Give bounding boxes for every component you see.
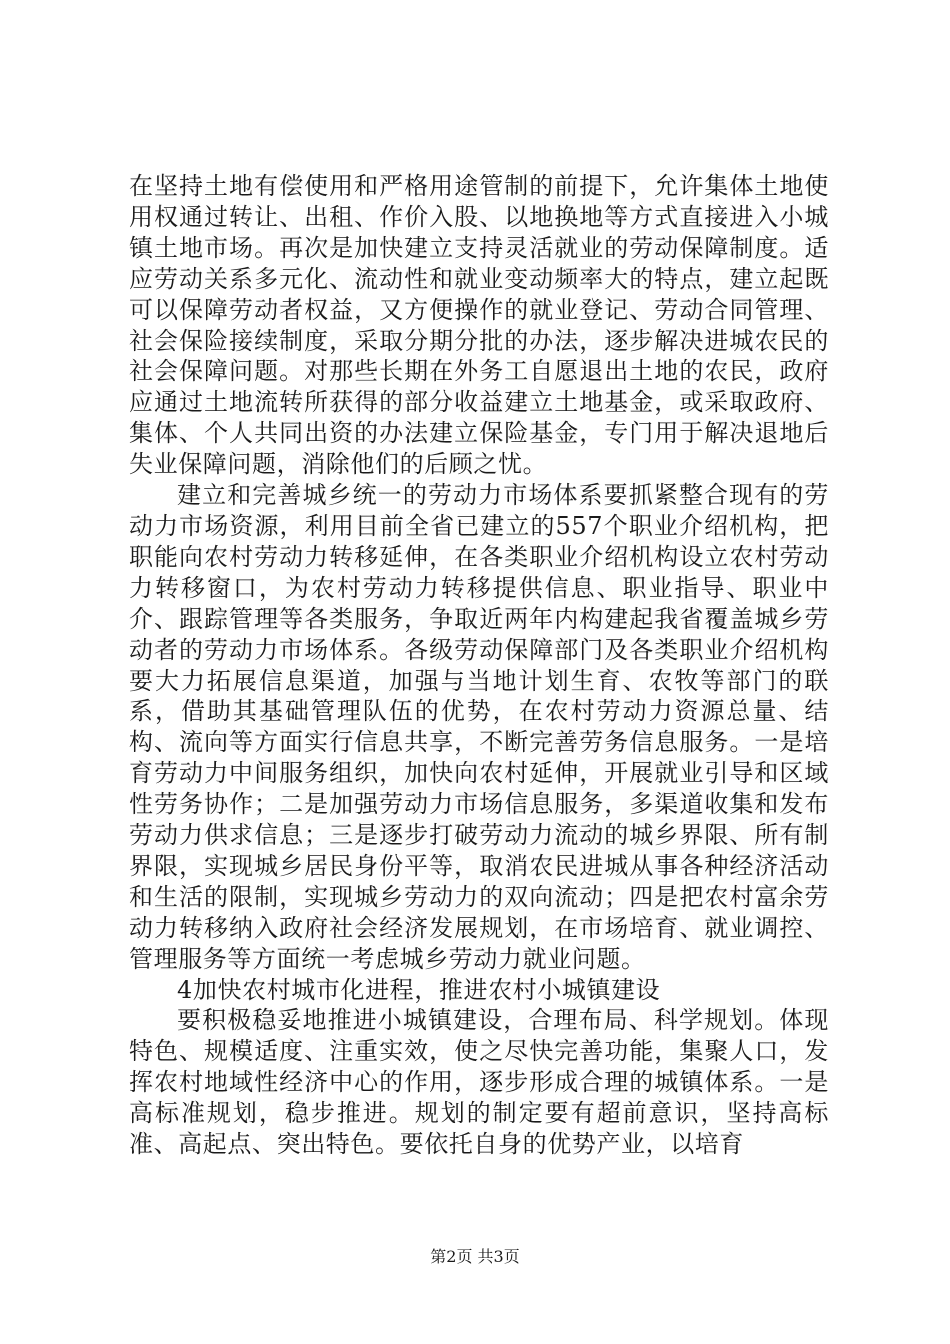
paragraph-labor-market-system: 建立和完善城乡统一的劳动力市场体系要抓紧整合现有的劳动力市场资源，利用目前全省已建立的557个职业介绍机构，把职能向农村劳动力转移延伸，在各类职业介绍机构设立农村劳动力转移窗口，为农村劳动力转移提供信息、职业指导、职业中介、跟踪管理等各类服务，争取近两年内构建起我省覆盖城乡劳动者的劳动力市场体系。各级劳动保障部门及各类职业介绍机构要大力拓展信息渠道，加强与当地计划生育、农牧等部门的联系，借助其基础管理队伍的优势，在农村劳动力资源总量、结构、流向等方面实行信息共享，不断完善劳务信息服务。一是培育劳动力中间服务组织，加快向农村延伸，开展就业引导和区域性劳务协作；二是加强劳动力市场信息服务，多渠道收集和发布劳动力供求信息；三是逐步打破劳动力流动的城乡界限、所有制界限，实现城乡居民身份平等，取消农民进城从事各种经济活动和生活的限制，实现城乡劳动力的双向流动；四是把农村富余劳动力转移纳入政府社会经济发展规划，在市场培育、就业调控、管理服务等方面统一考虑城乡劳动力就业问题。 xyxy=(129,481,829,973)
section-heading-urbanization: 4加快农村城市化进程，推进农村小城镇建设 xyxy=(177,975,661,1004)
paragraph-small-town-construction: 要积极稳妥地推进小城镇建设，合理布局、科学规划。体现特色、规模适度、注重实效，使之尽快完善功能，集聚人口，发挥农村地域性经济中心的作用，逐步形成合理的城镇体系。一是高标准规划，稳步推进。规划的制定要有超前意识，坚持高标准、高起点、突出特色。要依托自身的优势产业，以培育 xyxy=(129,1006,829,1159)
paragraph-land-and-social-security: 在坚持土地有偿使用和严格用途管制的前提下，允许集体土地使用权通过转让、出租、作价入股、以地换地等方式直接进入小城镇土地市场。再次是加快建立支持灵活就业的劳动保障制度。适应劳动关系多元化、流动性和就业变动频率大的特点，建立起既可以保障劳动者权益，又方便操作的就业登记、劳动合同管理、社会保险接续制度，采取分期分批的办法，逐步解决进城农民的社会保障问题。对那些长期在外务工自愿退出土地的农民，政府应通过土地流转所获得的部分收益建立土地基金，或采取政府、集体、个人共同出资的办法建立保险基金，专门用于解决退地后失业保障问题，消除他们的后顾之忧。 xyxy=(129,172,829,479)
page-number-footer: 第2页 共3页 xyxy=(430,1247,520,1266)
document-body xyxy=(129,171,829,1160)
